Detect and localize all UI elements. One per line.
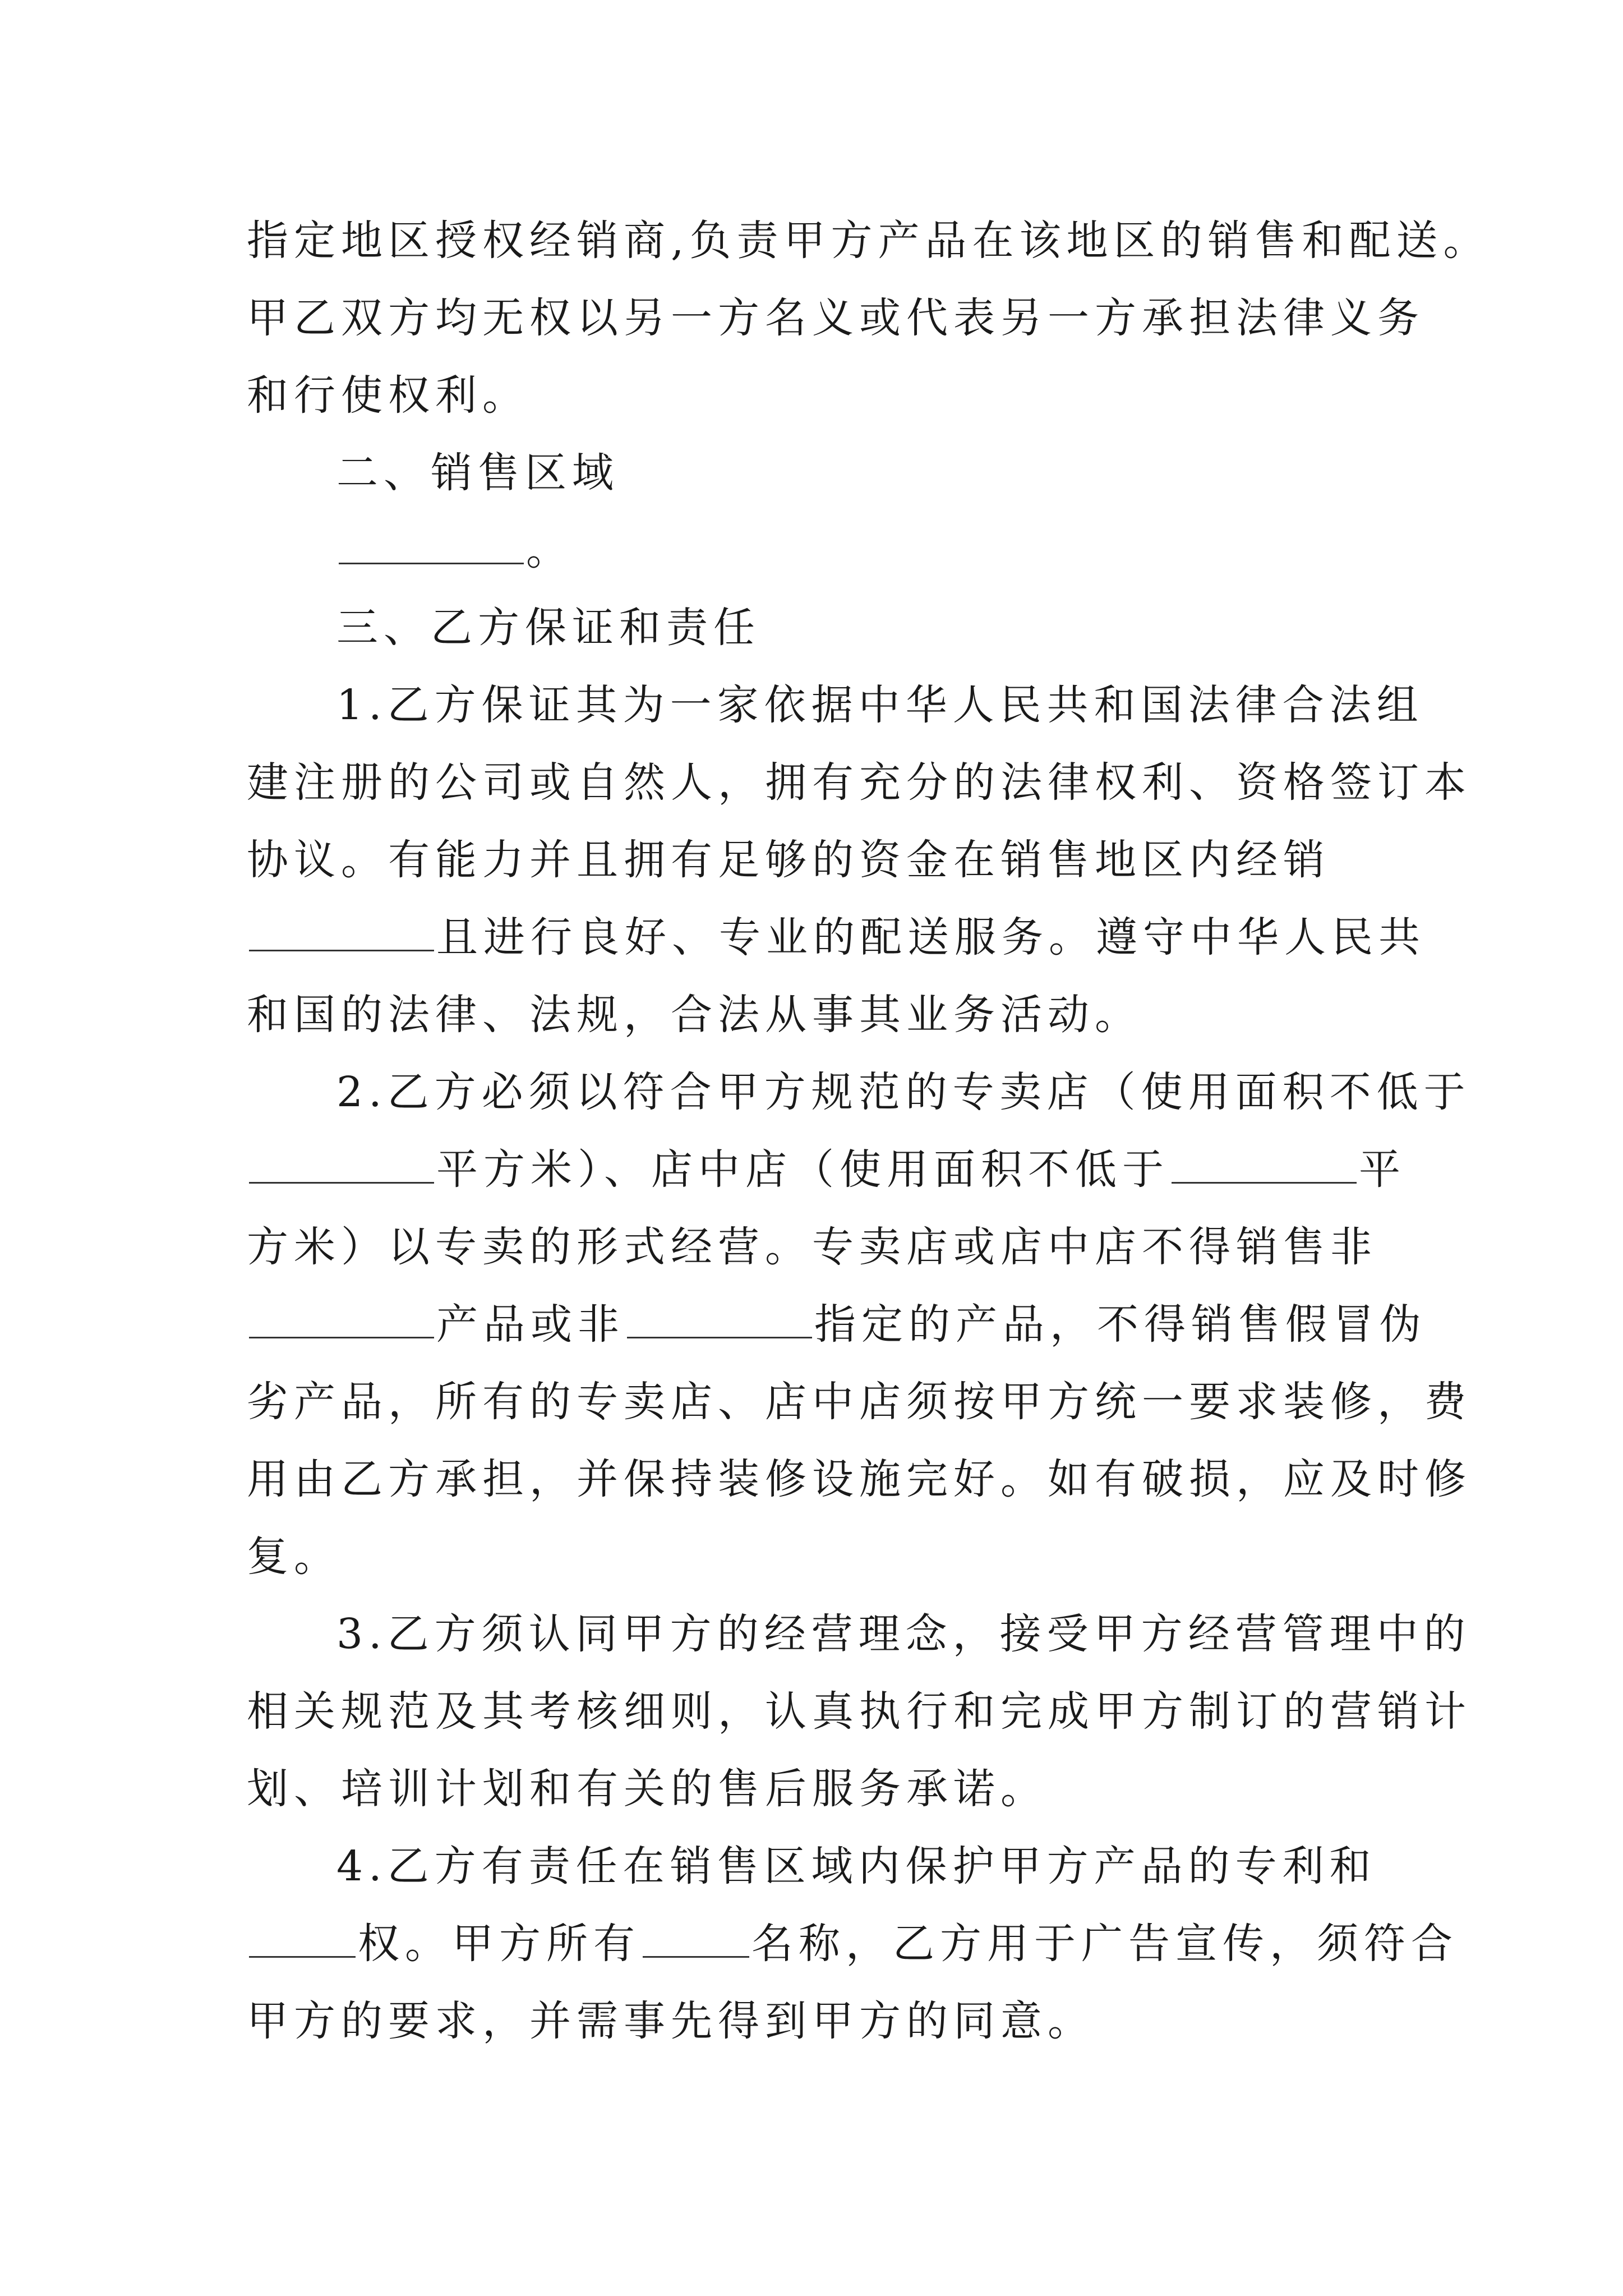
clause-4-line <box>247 1828 1402 1905</box>
document-body <box>247 202 1491 2060</box>
text: 划、培训计划和有关的售后服务承诺。 <box>247 1765 1048 1813</box>
text-line <box>247 202 1491 279</box>
clause-3-line <box>247 1595 1471 1673</box>
fill-blank <box>1172 1148 1357 1184</box>
fill-blank <box>627 1303 812 1338</box>
text: 甲乙双方均无权以另一方名义或代表另一方承担法律义务 <box>247 294 1424 342</box>
text: 权。甲方所有 <box>358 1920 640 1968</box>
text: 4.乙方有责任在销售区域内保护甲方产品的专利和 <box>336 1842 1377 1890</box>
text: 指定的产品，不得销售假冒伪 <box>814 1300 1427 1349</box>
fill-blank <box>249 1922 356 1958</box>
clause-1-line <box>247 744 1472 821</box>
text: 。 <box>526 526 573 574</box>
clause-1-line <box>247 821 1402 899</box>
text: 劣产品，所有的专卖店、店中店须按甲方统一要求装修，费 <box>247 1378 1472 1426</box>
text: 3.乙方须认同甲方的经营理念，接受甲方经营管理中的 <box>336 1610 1471 1658</box>
text: 1.乙方保证其为一家依据中华人民共和国法律合法组 <box>336 681 1424 729</box>
section-heading-2 <box>247 434 1402 512</box>
fill-blank <box>339 529 524 564</box>
clause-1-line <box>247 899 1426 976</box>
text-line <box>247 279 1424 357</box>
text: 相关规范及其考核细则，认真执行和完成甲方制订的营销计 <box>247 1687 1472 1736</box>
heading-text: 二、销售区域 <box>336 449 619 497</box>
fill-blank <box>643 1922 749 1958</box>
clause-2-line <box>247 1286 1427 1363</box>
text: 方米）以专卖的形式经营。专卖店或店中店不得销售非 <box>247 1223 1377 1271</box>
clause-4-line <box>247 1982 1402 2060</box>
clause-1-line <box>247 976 1402 1053</box>
section-heading-3 <box>247 589 1402 666</box>
clause-2-line <box>247 1131 1406 1208</box>
clause-2-line <box>247 1208 1402 1286</box>
text-line <box>247 357 1402 434</box>
fill-blank <box>249 1303 434 1338</box>
sales-region-line <box>247 512 1402 589</box>
text: 且进行良好、专业的配送服务。遵守中华人民共 <box>436 913 1426 961</box>
text: 用由乙方承担，并保持装修设施完好。如有破损，应及时修 <box>247 1455 1472 1503</box>
clause-3-line <box>247 1750 1402 1828</box>
text: 产品或非 <box>436 1300 625 1349</box>
clause-2-line <box>247 1441 1472 1518</box>
text: 和行使权利。 <box>247 371 529 420</box>
text: 平 <box>1359 1145 1406 1194</box>
clause-2-line <box>247 1053 1471 1131</box>
text: 复。 <box>247 1533 341 1581</box>
clause-2-line <box>247 1518 1402 1595</box>
text: 指定地区授权经销商,负责甲方产品在该地区的销售和配送。 <box>247 217 1491 265</box>
text: 建注册的公司或自然人，拥有充分的法律权利、资格签订本 <box>247 758 1472 807</box>
text: 平方米）、店中店（使用面积不低于 <box>436 1145 1169 1194</box>
text: 和国的法律、法规，合法从事其业务活动。 <box>247 991 1142 1039</box>
clause-3-line <box>247 1673 1472 1750</box>
heading-text: 三、乙方保证和责任 <box>336 604 760 652</box>
text: 2.乙方必须以符合甲方规范的专卖店（使用面积不低于 <box>336 1068 1471 1116</box>
text: 协议。有能力并且拥有足够的资金在销售地区内经销 <box>247 836 1330 884</box>
text: 名称，乙方用于广告宣传，须符合 <box>751 1920 1458 1968</box>
text: 甲方的要求，并需事先得到甲方的同意。 <box>247 1997 1095 2045</box>
clause-2-line <box>247 1363 1472 1441</box>
clause-4-line <box>247 1905 1458 1982</box>
fill-blank <box>249 1148 434 1184</box>
fill-blank <box>249 916 434 951</box>
clause-1-line <box>247 666 1424 744</box>
